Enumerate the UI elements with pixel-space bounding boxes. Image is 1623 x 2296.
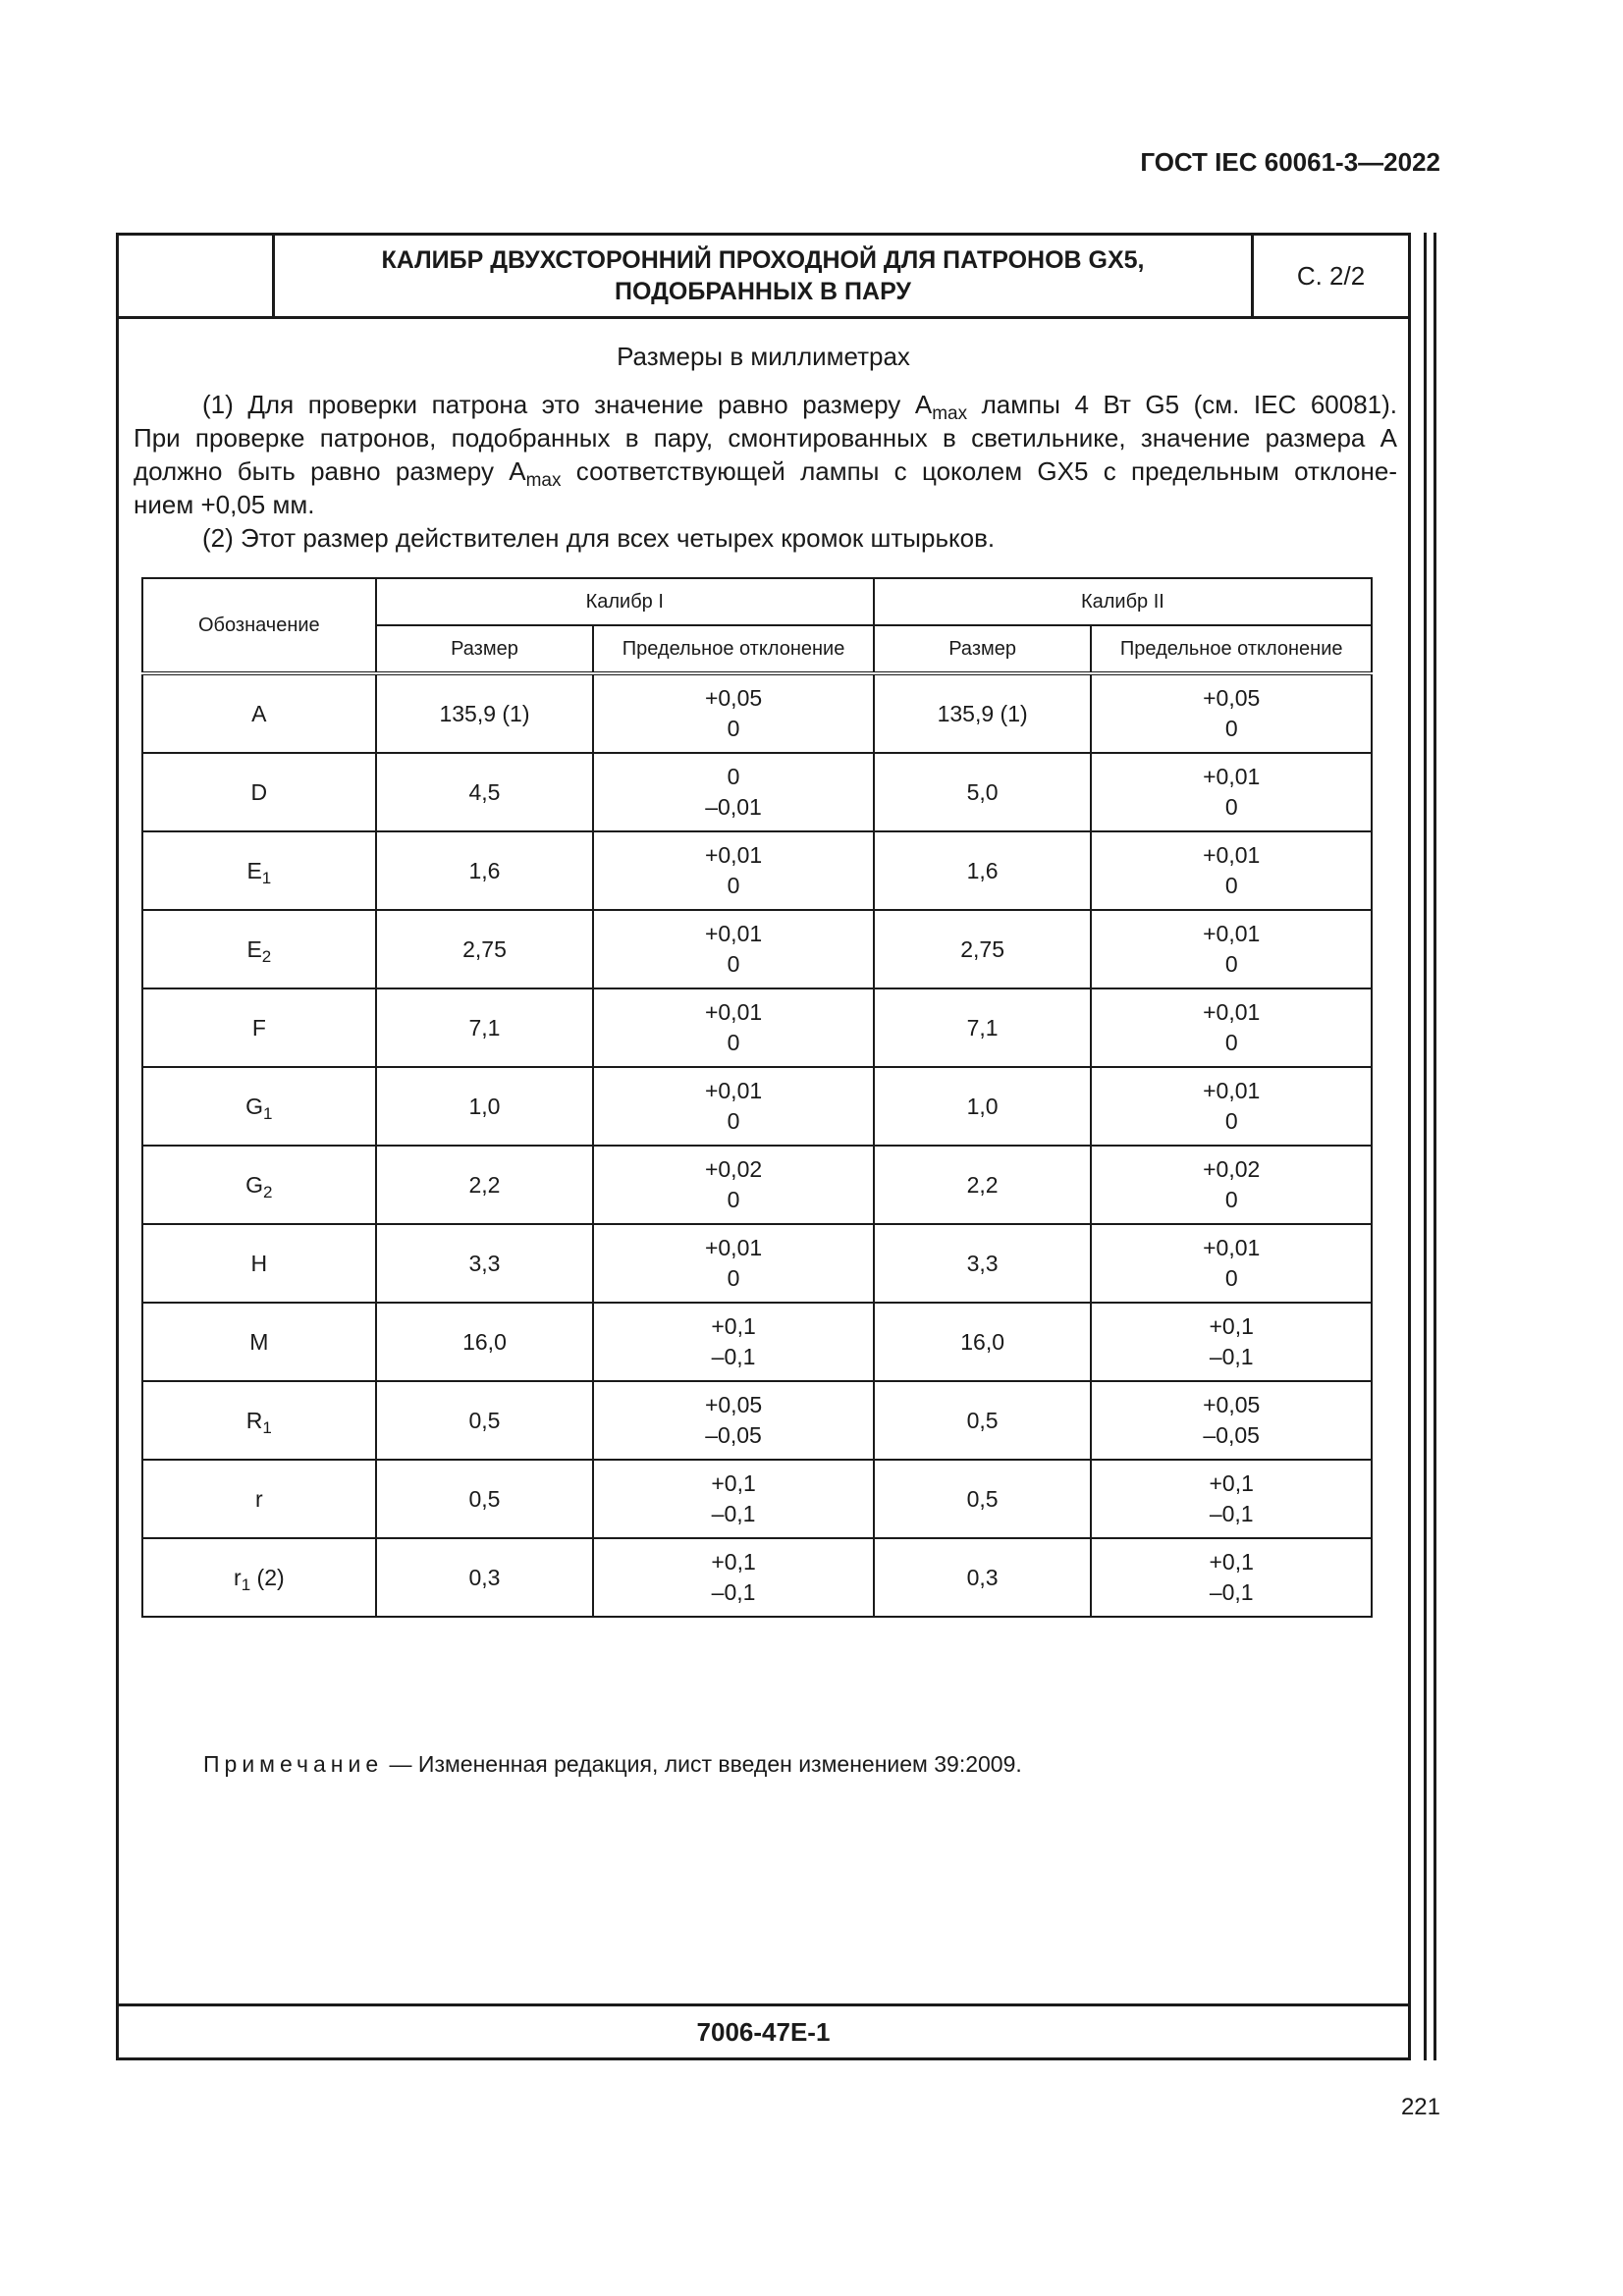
tolerance-lower: 0 [727, 1108, 740, 1134]
cell-gauge-1-size: 7,1 [376, 988, 594, 1067]
footnote-1-line-2: При проверке патронов, подобранных в пару, смонтированных в светильнике, значение размера A [134, 423, 1397, 453]
table-row [142, 1538, 1372, 1617]
gauge-dimensions-table [141, 577, 1373, 1618]
cell-gauge-2-tolerance [1091, 1224, 1372, 1303]
bottom-note [203, 1751, 1022, 1778]
cell-gauge-1-size: 1,0 [376, 1067, 594, 1146]
cell-gauge-2-size: 16,0 [874, 1303, 1092, 1381]
cell-gauge-1-tolerance [593, 1538, 874, 1617]
cell-gauge-2-tolerance [1091, 1146, 1372, 1224]
cell-gauge-2-size: 2,2 [874, 1146, 1092, 1224]
cell-gauge-1-tolerance [593, 753, 874, 831]
cell-designation: $G_2$ [142, 1146, 376, 1224]
cell-gauge-1-tolerance [593, 1460, 874, 1538]
sheet-title [275, 236, 1254, 316]
tolerance-lower: –0,05 [1203, 1422, 1260, 1448]
tolerance-lower: –0,1 [711, 1501, 756, 1526]
tolerance-upper: +0,05 [704, 685, 763, 711]
cell-gauge-1-size: 0,3 [376, 1538, 594, 1617]
frame-edge-line-2 [1434, 233, 1436, 2060]
tolerance-lower: –0,1 [1209, 1579, 1254, 1605]
tolerance-upper: +0,01 [1203, 1078, 1261, 1103]
cell-designation: D [142, 753, 376, 831]
footnotes [134, 388, 1397, 555]
cell-gauge-2-tolerance [1091, 673, 1372, 753]
cell-gauge-2-size: 0,5 [874, 1460, 1092, 1538]
cell-designation: $E_2$ [142, 910, 376, 988]
cell-gauge-2-size: 1,6 [874, 831, 1092, 910]
sheet-title-line-1: КАЛИБР ДВУХСТОРОННИЙ ПРОХОДНОЙ ДЛЯ ПАТРОНОВ GX5, [381, 246, 1145, 274]
cell-gauge-1-tolerance [593, 910, 874, 988]
table-row [142, 1224, 1372, 1303]
tolerance-upper: +0,05 [704, 1392, 763, 1417]
cell-gauge-2-tolerance [1091, 1460, 1372, 1538]
cell-gauge-1-tolerance [593, 988, 874, 1067]
tolerance-upper: +0,01 [1203, 921, 1261, 946]
cell-gauge-1-tolerance [593, 831, 874, 910]
cell-designation: A [142, 673, 376, 753]
bottom-note-label: Примечание [203, 1751, 384, 1777]
tolerance-upper: +0,01 [704, 999, 763, 1025]
cell-gauge-1-size: 0,5 [376, 1381, 594, 1460]
tolerance-lower: 0 [1224, 951, 1238, 977]
cell-designation: $r_1$ (2) [142, 1538, 376, 1617]
cell-gauge-2-size: 0,5 [874, 1381, 1092, 1460]
tolerance-upper: +0,1 [711, 1313, 756, 1339]
cell-gauge-2-tolerance [1091, 753, 1372, 831]
tolerance-upper: +0,1 [1209, 1313, 1254, 1339]
cell-designation: H [142, 1224, 376, 1303]
cell-gauge-2-size: 0,3 [874, 1538, 1092, 1617]
tolerance-upper: +0,05 [1203, 685, 1261, 711]
tolerance-lower: 0 [1224, 1108, 1238, 1134]
cell-gauge-2-size: 7,1 [874, 988, 1092, 1067]
header-gauge-2-size: Размер [874, 625, 1092, 673]
tolerance-lower: –0,1 [711, 1344, 756, 1369]
tolerance-lower: 0 [727, 716, 740, 741]
tolerance-upper: +0,1 [1209, 1470, 1254, 1496]
tolerance-lower: 0 [727, 873, 740, 898]
tolerance-upper: 0 [727, 764, 740, 789]
tolerance-lower: –0,01 [705, 794, 762, 820]
cell-gauge-1-tolerance [593, 1067, 874, 1146]
tolerance-lower: 0 [1224, 794, 1238, 820]
table-row [142, 831, 1372, 910]
footnote-1-line-1: (1) Для проверки патрона это значение равно размеру $A_{max}$ лампы 4 Вт G5 (см. IEC 60081). [202, 390, 1397, 424]
bottom-note-text: — Измененная редакция, лист введен изменением 39:2009. [383, 1751, 1022, 1777]
tolerance-lower: –0,05 [705, 1422, 762, 1448]
cell-gauge-2-tolerance [1091, 910, 1372, 988]
table-row [142, 988, 1372, 1067]
cell-gauge-1-size: 2,75 [376, 910, 594, 988]
tolerance-lower: 0 [1224, 1265, 1238, 1291]
tolerance-upper: +0,01 [1203, 1235, 1261, 1260]
cell-gauge-2-tolerance [1091, 831, 1372, 910]
tolerance-upper: +0,01 [704, 1235, 763, 1260]
cell-designation: M [142, 1303, 376, 1381]
tolerance-lower: 0 [1224, 1030, 1238, 1055]
cell-designation: $G_1$ [142, 1067, 376, 1146]
table-row [142, 1381, 1372, 1460]
cell-gauge-1-size: 3,3 [376, 1224, 594, 1303]
cell-gauge-1-tolerance [593, 1146, 874, 1224]
header-gauge-1: Калибр I [376, 578, 874, 625]
table-row [142, 753, 1372, 831]
tolerance-upper: +0,01 [704, 921, 763, 946]
table-row [142, 1146, 1372, 1224]
cell-gauge-1-size: 135,9 (1) [376, 673, 594, 753]
tolerance-lower: 0 [727, 1187, 740, 1212]
header-gauge-2-tolerance: Предельное отклонение [1091, 625, 1372, 673]
page-number: 221 [1400, 2094, 1440, 2120]
cell-designation: $E_1$ [142, 831, 376, 910]
header-designation: Обозначение [142, 578, 376, 673]
footnote-1-line-4: нием +0,05 мм. [134, 490, 315, 519]
tolerance-lower: 0 [727, 951, 740, 977]
cell-gauge-2-tolerance [1091, 1381, 1372, 1460]
cell-gauge-2-size: 3,3 [874, 1224, 1092, 1303]
sheet-code: 7006-47E-1 [119, 2003, 1408, 2057]
tolerance-lower: 0 [727, 1265, 740, 1291]
footnote-1-line-3: должно быть равно размеру $A_{max}$ соответствующей лампы с цоколем GX5 с предельным отклоне- [134, 456, 1397, 491]
frame-edge-line-1 [1424, 233, 1427, 2060]
tolerance-upper: +0,01 [704, 1078, 763, 1103]
tolerance-lower: 0 [727, 1030, 740, 1055]
table-row [142, 1460, 1372, 1538]
cell-gauge-1-size: 2,2 [376, 1146, 594, 1224]
cell-gauge-2-size: 5,0 [874, 753, 1092, 831]
cell-gauge-2-tolerance [1091, 1067, 1372, 1146]
cell-gauge-2-tolerance [1091, 1303, 1372, 1381]
title-block [119, 236, 1408, 319]
sheet-title-line-2: ПОДОБРАННЫХ В ПАРУ [615, 278, 911, 305]
footnote-2: (2) Этот размер действителен для всех четырех кромок штырьков. [202, 523, 996, 553]
header-gauge-1-size: Размер [376, 625, 594, 673]
cell-designation: $R_1$ [142, 1381, 376, 1460]
tolerance-upper: +0,02 [704, 1156, 763, 1182]
tolerance-lower: –0,1 [711, 1579, 756, 1605]
cell-gauge-2-tolerance [1091, 1538, 1372, 1617]
cell-gauge-2-size: 135,9 (1) [874, 673, 1092, 753]
cell-gauge-2-size: 2,75 [874, 910, 1092, 988]
cell-gauge-1-tolerance [593, 673, 874, 753]
sheet-number: С. 2/2 [1296, 260, 1366, 291]
tolerance-upper: +0,01 [1203, 764, 1261, 789]
tolerance-upper: +0,02 [1203, 1156, 1261, 1182]
cell-designation: F [142, 988, 376, 1067]
header-gauge-1-tolerance: Предельное отклонение [593, 625, 874, 673]
tolerance-upper: +0,01 [1203, 842, 1261, 868]
cell-designation: r [142, 1460, 376, 1538]
cell-gauge-2-tolerance [1091, 988, 1372, 1067]
header-gauge-2: Калибр II [874, 578, 1372, 625]
cell-gauge-1-size: 0,5 [376, 1460, 594, 1538]
tolerance-upper: +0,1 [1209, 1549, 1254, 1575]
tolerance-upper: +0,01 [704, 842, 763, 868]
table-row [142, 673, 1372, 753]
tolerance-lower: –0,1 [1209, 1501, 1254, 1526]
tolerance-upper: +0,05 [1203, 1392, 1261, 1417]
tolerance-lower: 0 [1224, 1187, 1238, 1212]
tolerance-upper: +0,1 [711, 1549, 756, 1575]
cell-gauge-1-tolerance [593, 1224, 874, 1303]
drawing-sheet-frame [116, 233, 1411, 2060]
tolerance-lower: –0,1 [1209, 1344, 1254, 1369]
table-row [142, 910, 1372, 988]
cell-gauge-1-size: 1,6 [376, 831, 594, 910]
cell-gauge-2-size: 1,0 [874, 1067, 1092, 1146]
cell-gauge-1-size: 16,0 [376, 1303, 594, 1381]
cell-gauge-1-size: 4,5 [376, 753, 594, 831]
tolerance-upper: +0,01 [1203, 999, 1261, 1025]
cell-gauge-1-tolerance [593, 1303, 874, 1381]
cell-gauge-1-tolerance [593, 1381, 874, 1460]
table-row [142, 1303, 1372, 1381]
standard-code: ГОСТ IEC 60061-3—2022 [1140, 147, 1440, 177]
title-block-blank-cell [119, 236, 275, 316]
units-note: Размеры в миллиметрах [617, 342, 910, 371]
tolerance-lower: 0 [1224, 873, 1238, 898]
table-body [142, 673, 1372, 1617]
tolerance-lower: 0 [1224, 716, 1238, 741]
tolerance-upper: +0,1 [711, 1470, 756, 1496]
table-row [142, 1067, 1372, 1146]
